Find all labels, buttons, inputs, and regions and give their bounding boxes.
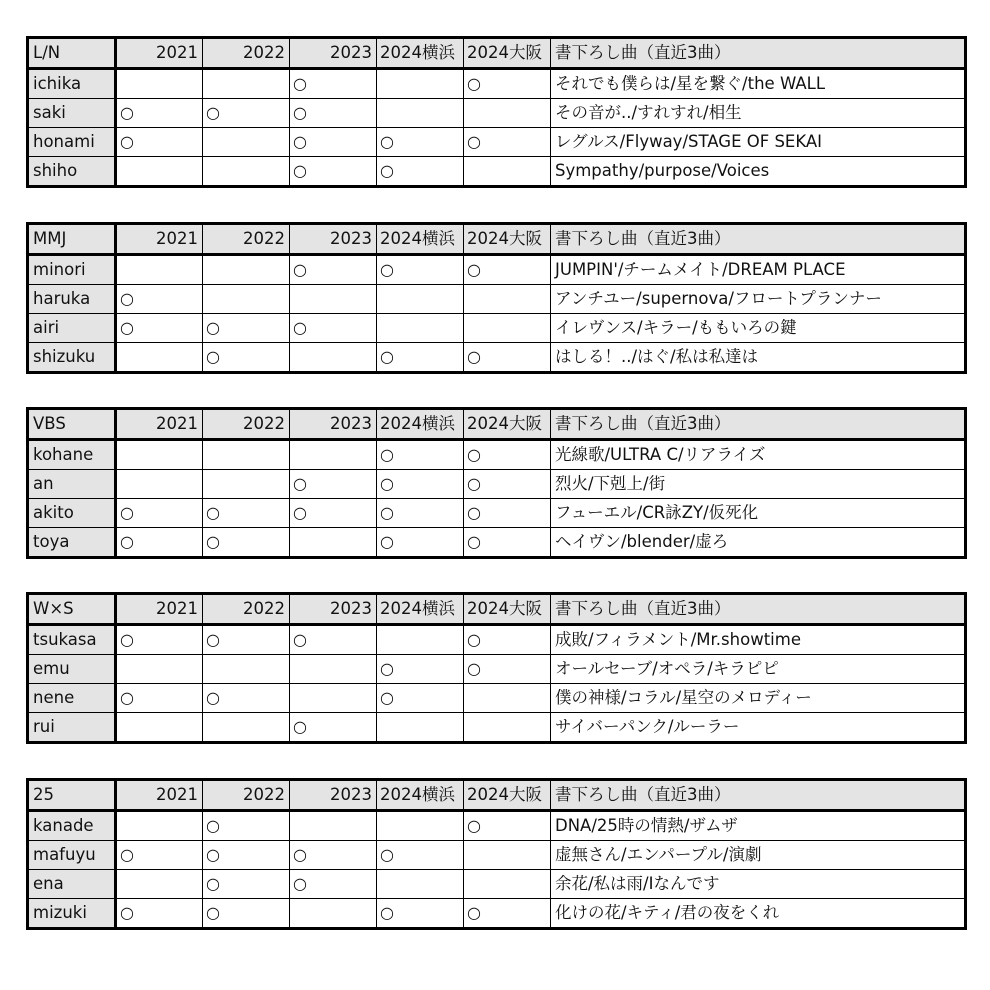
attendance-cell[interactable]	[116, 870, 203, 899]
group-name-cell[interactable]: L/N	[28, 38, 116, 69]
group-table	[26, 592, 967, 744]
songs-cell[interactable]: 成敗/フィラメント/Mr.showtime	[551, 625, 966, 655]
member-row	[28, 684, 966, 713]
attendance-cell[interactable]: ○	[464, 343, 551, 373]
attendance-cell[interactable]: ○	[290, 625, 377, 655]
attendance-cell[interactable]	[464, 870, 551, 899]
attendance-cell[interactable]: ○	[290, 470, 377, 499]
member-row	[28, 870, 966, 899]
member-name-cell[interactable]: ena	[28, 870, 116, 899]
attendance-cell[interactable]	[116, 655, 203, 684]
attendance-cell[interactable]: ○	[116, 99, 203, 128]
attendance-cell[interactable]: ○	[377, 128, 464, 157]
member-name-cell[interactable]: saki	[28, 99, 116, 128]
member-name-cell[interactable]: shiho	[28, 157, 116, 187]
attendance-cell[interactable]: ○	[203, 314, 290, 343]
attendance-cell[interactable]	[290, 440, 377, 470]
member-name-cell[interactable]: mafuyu	[28, 841, 116, 870]
member-name-cell[interactable]: nene	[28, 684, 116, 713]
attendance-cell[interactable]	[464, 157, 551, 187]
songs-cell[interactable]: フューエル/CR詠ZY/仮死化	[551, 499, 966, 528]
attendance-cell[interactable]	[203, 157, 290, 187]
attendance-cell[interactable]	[203, 655, 290, 684]
year-header-cell[interactable]: 2023	[290, 409, 377, 440]
attendance-cell[interactable]: ○	[203, 625, 290, 655]
attendance-cell[interactable]: ○	[203, 899, 290, 929]
attendance-cell[interactable]	[116, 343, 203, 373]
member-name-cell[interactable]: toya	[28, 528, 116, 558]
member-name-cell[interactable]: mizuki	[28, 899, 116, 929]
attendance-cell[interactable]: ○	[464, 528, 551, 558]
attendance-cell[interactable]: ○	[377, 655, 464, 684]
year-header-cell[interactable]: 2022	[203, 594, 290, 625]
attendance-cell[interactable]	[377, 285, 464, 314]
songs-cell[interactable]: レグルス/Flyway/STAGE OF SEKAI	[551, 128, 966, 157]
year-header-cell[interactable]: 2023	[290, 594, 377, 625]
member-row	[28, 811, 966, 841]
member-row	[28, 285, 966, 314]
year-header-cell[interactable]: 2022	[203, 224, 290, 255]
attendance-cell[interactable]: ○	[290, 841, 377, 870]
attendance-cell[interactable]	[290, 899, 377, 929]
attendance-cell[interactable]: ○	[464, 69, 551, 99]
member-row	[28, 713, 966, 743]
attendance-cell[interactable]: ○	[290, 713, 377, 743]
member-name-cell[interactable]: kanade	[28, 811, 116, 841]
group-table-block	[26, 778, 964, 930]
songs-cell[interactable]: 僕の神様/コラル/星空のメロディー	[551, 684, 966, 713]
header-row	[28, 38, 966, 69]
songs-header-cell[interactable]: 書下ろし曲（直近3曲）	[551, 409, 966, 440]
attendance-cell[interactable]: ○	[464, 499, 551, 528]
attendance-cell[interactable]: ○	[116, 899, 203, 929]
attendance-cell[interactable]	[203, 69, 290, 99]
attendance-cell[interactable]: ○	[290, 157, 377, 187]
attendance-cell[interactable]	[116, 470, 203, 499]
member-row	[28, 655, 966, 684]
attendance-cell[interactable]	[377, 870, 464, 899]
attendance-cell[interactable]: ○	[464, 440, 551, 470]
attendance-cell[interactable]: ○	[116, 684, 203, 713]
attendance-cell[interactable]: ○	[116, 499, 203, 528]
attendance-cell[interactable]: ○	[464, 655, 551, 684]
songs-cell[interactable]: 光線歌/ULTRA C/リアライズ	[551, 440, 966, 470]
group-table	[26, 778, 967, 930]
attendance-cell[interactable]	[464, 99, 551, 128]
member-row	[28, 255, 966, 285]
member-row	[28, 99, 966, 128]
header-row	[28, 409, 966, 440]
songs-cell[interactable]: サイバーパンク/ルーラー	[551, 713, 966, 743]
group-table	[26, 222, 967, 374]
year-header-cell[interactable]: 2023	[290, 780, 377, 811]
attendance-cell[interactable]	[464, 713, 551, 743]
group-name-cell[interactable]: W×S	[28, 594, 116, 625]
attendance-cell[interactable]: ○	[377, 255, 464, 285]
attendance-cell[interactable]	[116, 713, 203, 743]
member-row	[28, 841, 966, 870]
member-name-cell[interactable]: tsukasa	[28, 625, 116, 655]
group-table	[26, 36, 967, 188]
year-header-cell[interactable]: 2021	[116, 224, 203, 255]
year-header-cell[interactable]: 2023	[290, 38, 377, 69]
attendance-cell[interactable]	[290, 528, 377, 558]
attendance-cell[interactable]	[377, 713, 464, 743]
attendance-cell[interactable]: ○	[203, 841, 290, 870]
year-header-cell[interactable]: 2024横浜	[377, 38, 464, 69]
year-header-cell[interactable]: 2022	[203, 780, 290, 811]
attendance-cell[interactable]: ○	[464, 470, 551, 499]
attendance-cell[interactable]: ○	[290, 870, 377, 899]
attendance-cell[interactable]: ○	[377, 470, 464, 499]
attendance-cell[interactable]	[116, 157, 203, 187]
attendance-cell[interactable]: ○	[116, 285, 203, 314]
attendance-cell[interactable]	[203, 285, 290, 314]
member-name-cell[interactable]: haruka	[28, 285, 116, 314]
attendance-cell[interactable]: ○	[464, 899, 551, 929]
songs-cell[interactable]: イレヴンス/キラー/ももいろの鍵	[551, 314, 966, 343]
header-row	[28, 780, 966, 811]
member-name-cell[interactable]: ichika	[28, 69, 116, 99]
attendance-cell[interactable]: ○	[377, 841, 464, 870]
member-name-cell[interactable]: kohane	[28, 440, 116, 470]
member-name-cell[interactable]: airi	[28, 314, 116, 343]
songs-header-cell[interactable]: 書下ろし曲（直近3曲）	[551, 594, 966, 625]
songs-cell[interactable]: その音が../すれすれ/相生	[551, 99, 966, 128]
songs-header-cell[interactable]: 書下ろし曲（直近3曲）	[551, 224, 966, 255]
songs-cell[interactable]: ヘイヴン/blender/虚ろ	[551, 528, 966, 558]
attendance-cell[interactable]	[116, 69, 203, 99]
attendance-cell[interactable]	[377, 99, 464, 128]
songs-cell[interactable]: アンチユー/supernova/フロートプランナー	[551, 285, 966, 314]
songs-cell[interactable]: 虚無さん/エンパープル/演劇	[551, 841, 966, 870]
year-header-cell[interactable]: 2021	[116, 594, 203, 625]
songs-cell[interactable]: オールセーブ/オペラ/キラピピ	[551, 655, 966, 684]
group-table-block	[26, 36, 964, 188]
songs-cell[interactable]: JUMPIN'/チームメイト/DREAM PLACE	[551, 255, 966, 285]
attendance-cell[interactable]	[203, 128, 290, 157]
attendance-cell[interactable]	[464, 285, 551, 314]
group-name-cell[interactable]: MMJ	[28, 224, 116, 255]
attendance-cell[interactable]: ○	[377, 157, 464, 187]
attendance-cell[interactable]	[203, 440, 290, 470]
member-row	[28, 899, 966, 929]
group-table-block	[26, 592, 964, 744]
attendance-cell[interactable]: ○	[116, 128, 203, 157]
year-header-cell[interactable]: 2024大阪	[464, 224, 551, 255]
attendance-cell[interactable]	[116, 440, 203, 470]
member-row	[28, 343, 966, 373]
attendance-cell[interactable]: ○	[290, 128, 377, 157]
member-name-cell[interactable]: an	[28, 470, 116, 499]
member-name-cell[interactable]: minori	[28, 255, 116, 285]
member-name-cell[interactable]: akito	[28, 499, 116, 528]
attendance-cell[interactable]	[203, 255, 290, 285]
attendance-cell[interactable]	[464, 314, 551, 343]
year-header-cell[interactable]: 2024横浜	[377, 409, 464, 440]
group-table-block	[26, 407, 964, 559]
attendance-cell[interactable]	[377, 625, 464, 655]
year-header-cell[interactable]: 2021	[116, 780, 203, 811]
attendance-cell[interactable]	[377, 314, 464, 343]
member-row	[28, 157, 966, 187]
attendance-cell[interactable]: ○	[464, 625, 551, 655]
attendance-cell[interactable]	[464, 684, 551, 713]
attendance-cell[interactable]: ○	[290, 99, 377, 128]
member-row	[28, 625, 966, 655]
header-row	[28, 594, 966, 625]
member-row	[28, 314, 966, 343]
attendance-cell[interactable]: ○	[464, 128, 551, 157]
attendance-cell[interactable]: ○	[377, 528, 464, 558]
attendance-cell[interactable]: ○	[377, 440, 464, 470]
attendance-cell[interactable]: ○	[203, 343, 290, 373]
attendance-cell[interactable]: ○	[203, 870, 290, 899]
songs-cell[interactable]: 烈火/下剋上/街	[551, 470, 966, 499]
attendance-cell[interactable]	[116, 255, 203, 285]
year-header-cell[interactable]: 2024横浜	[377, 780, 464, 811]
year-header-cell[interactable]: 2024横浜	[377, 594, 464, 625]
attendance-cell[interactable]: ○	[377, 343, 464, 373]
year-header-cell[interactable]: 2021	[116, 38, 203, 69]
attendance-cell[interactable]: ○	[116, 841, 203, 870]
attendance-cell[interactable]	[203, 713, 290, 743]
attendance-cell[interactable]	[290, 655, 377, 684]
attendance-cell[interactable]: ○	[203, 684, 290, 713]
songs-header-cell[interactable]: 書下ろし曲（直近3曲）	[551, 780, 966, 811]
attendance-cell[interactable]	[116, 811, 203, 841]
member-row	[28, 528, 966, 558]
member-name-cell[interactable]: shizuku	[28, 343, 116, 373]
member-name-cell[interactable]: emu	[28, 655, 116, 684]
attendance-cell[interactable]	[377, 69, 464, 99]
songs-cell[interactable]: はしる！../はぐ/私は私達は	[551, 343, 966, 373]
header-row	[28, 224, 966, 255]
songs-cell[interactable]: 化けの花/キティ/君の夜をくれ	[551, 899, 966, 929]
member-row	[28, 128, 966, 157]
attendance-cell[interactable]: ○	[290, 499, 377, 528]
member-row	[28, 69, 966, 99]
attendance-cell[interactable]: ○	[203, 499, 290, 528]
group-table-block	[26, 222, 964, 374]
member-name-cell[interactable]: honami	[28, 128, 116, 157]
songs-cell[interactable]: それでも僕らは/星を繋ぐ/the WALL	[551, 69, 966, 99]
attendance-cell[interactable]: ○	[203, 811, 290, 841]
songs-cell[interactable]: DNA/25時の情熱/ザムザ	[551, 811, 966, 841]
attendance-cell[interactable]: ○	[290, 69, 377, 99]
attendance-cell[interactable]	[290, 343, 377, 373]
attendance-cell[interactable]: ○	[290, 314, 377, 343]
attendance-cell[interactable]: ○	[116, 625, 203, 655]
year-header-cell[interactable]: 2022	[203, 38, 290, 69]
attendance-cell[interactable]: ○	[377, 499, 464, 528]
attendance-cell[interactable]	[290, 811, 377, 841]
attendance-cell[interactable]: ○	[377, 684, 464, 713]
member-row	[28, 499, 966, 528]
member-row	[28, 470, 966, 499]
attendance-cell[interactable]: ○	[116, 314, 203, 343]
year-header-cell[interactable]: 2024大阪	[464, 594, 551, 625]
year-header-cell[interactable]: 2023	[290, 224, 377, 255]
attendance-cell[interactable]	[203, 470, 290, 499]
group-table	[26, 407, 967, 559]
attendance-cell[interactable]: ○	[203, 99, 290, 128]
songs-cell[interactable]: Sympathy/purpose/Voices	[551, 157, 966, 187]
year-header-cell[interactable]: 2022	[203, 409, 290, 440]
attendance-cell[interactable]	[464, 841, 551, 870]
group-name-cell[interactable]: VBS	[28, 409, 116, 440]
year-header-cell[interactable]: 2024大阪	[464, 38, 551, 69]
group-name-cell[interactable]: 25	[28, 780, 116, 811]
attendance-cell[interactable]	[290, 285, 377, 314]
attendance-cell[interactable]: ○	[203, 528, 290, 558]
member-row	[28, 440, 966, 470]
year-header-cell[interactable]: 2024大阪	[464, 409, 551, 440]
attendance-cell[interactable]: ○	[116, 528, 203, 558]
year-header-cell[interactable]: 2024横浜	[377, 224, 464, 255]
songs-header-cell[interactable]: 書下ろし曲（直近3曲）	[551, 38, 966, 69]
member-name-cell[interactable]: rui	[28, 713, 116, 743]
attendance-cell[interactable]: ○	[377, 899, 464, 929]
attendance-cell[interactable]	[290, 684, 377, 713]
year-header-cell[interactable]: 2024大阪	[464, 780, 551, 811]
year-header-cell[interactable]: 2021	[116, 409, 203, 440]
songs-cell[interactable]: 余花/私は雨/Iなんです	[551, 870, 966, 899]
attendance-cell[interactable]	[377, 811, 464, 841]
attendance-cell[interactable]: ○	[464, 811, 551, 841]
attendance-cell[interactable]: ○	[464, 255, 551, 285]
attendance-cell[interactable]: ○	[290, 255, 377, 285]
